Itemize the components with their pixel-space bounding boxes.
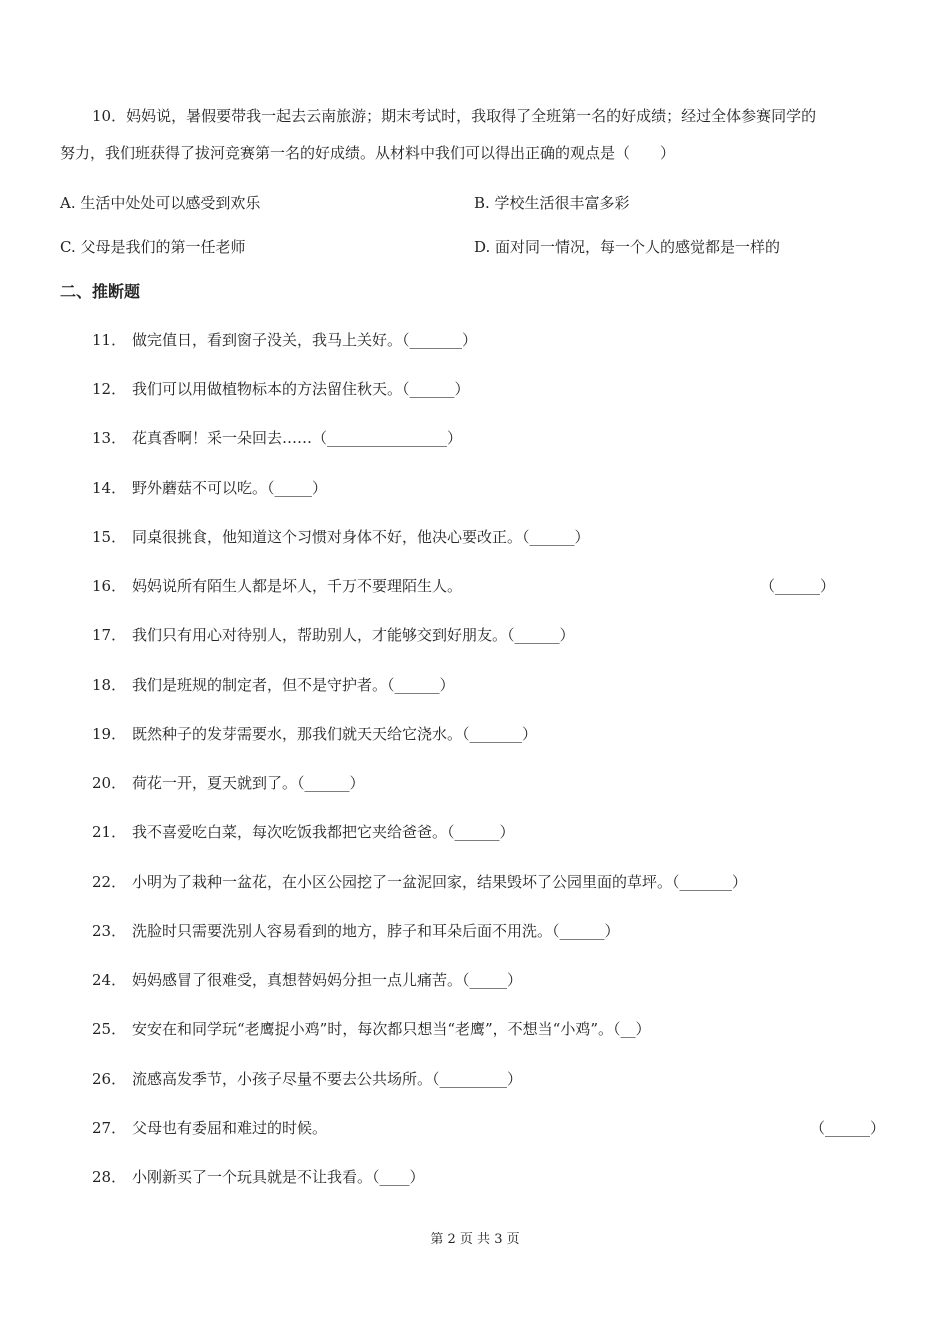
question-text: 洗脸时只需要洗别人容易看到的地方，脖子和耳朵后面不用洗。（______） (132, 922, 620, 940)
question-number: 28． (92, 1168, 127, 1186)
page-footer: 第 2 页 共 3 页 (430, 1232, 520, 1247)
question-item (92, 675, 455, 695)
question-text: 小明为了栽种一盆花，在小区公园挖了一盆泥回家，结果毁坏了公园里面的草坪。（_______） (132, 873, 748, 891)
question-item (92, 921, 620, 941)
question-number: 11． (92, 331, 127, 349)
question-10 (60, 98, 900, 172)
question-item (92, 1118, 327, 1138)
question-text: 安安在和同学玩“老鹰捉小鸡”时，每次都只想当“老鹰”，不想当“小鸡”。（__） (132, 1020, 651, 1038)
question-text: 同桌很挑食，他知道这个习惯对身体不好，他决心要改正。（______） (132, 528, 590, 546)
question-number: 25． (92, 1020, 127, 1038)
option-b: B. 学校生活很丰富多彩 (474, 194, 630, 212)
question-text: 我们可以用做植物标本的方法留住秋天。（______） (132, 380, 470, 398)
question-text: 父母也有委屈和难过的时候。 (132, 1119, 328, 1137)
question-number: 19． (92, 725, 127, 743)
question-item (92, 872, 747, 892)
question-item (92, 1167, 425, 1187)
question-item (92, 478, 327, 498)
question-text: 流感高发季节，小孩子尽量不要去公共场所。（_________） (132, 1070, 523, 1088)
question-text: 我不喜爱吃白菜，每次吃饭我都把它夹给爸爸。（______） (132, 823, 515, 841)
question-text: 做完值日，看到窗子没关，我马上关好。（_______） (132, 331, 478, 349)
question-text: 我们是班规的制定者，但不是守护者。（______） (132, 676, 455, 694)
question-number: 26． (92, 1070, 127, 1088)
question-item (92, 773, 365, 793)
question-number: 18． (92, 676, 127, 694)
question-10-line-1: 10．妈妈说，暑假要带我一起去云南旅游；期末考试时，我取得了全班第一名的好成绩；经过全体参赛同学的 (92, 107, 817, 125)
question-item (92, 527, 590, 547)
answer-blank: （______） (760, 577, 836, 595)
question-number: 14． (92, 479, 127, 497)
question-number: 15． (92, 528, 127, 546)
question-text: 妈妈感冒了很难受，真想替妈妈分担一点儿痛苦。（_____） (132, 971, 523, 989)
question-number: 13． (92, 429, 127, 447)
question-item (92, 428, 462, 448)
question-item (92, 379, 470, 399)
option-a: A. 生活中处处可以感受到欢乐 (60, 194, 261, 212)
question-item (92, 330, 477, 350)
option-d: D. 面对同一情况，每一个人的感觉都是一样的 (474, 238, 781, 256)
option-c: C. 父母是我们的第一任老师 (60, 238, 246, 256)
question-number: 16． (92, 577, 127, 595)
question-number: 22． (92, 873, 127, 891)
question-number: 12． (92, 380, 127, 398)
question-text: 野外蘑菇不可以吃。（_____） (132, 479, 328, 497)
question-item (92, 1019, 651, 1039)
question-number: 20． (92, 774, 127, 792)
question-text: 荷花一开，夏天就到了。（______） (132, 774, 365, 792)
question-number: 23． (92, 922, 127, 940)
question-item (92, 1069, 522, 1089)
question-text: 我们只有用心对待别人，帮助别人，才能够交到好朋友。（______） (132, 626, 575, 644)
question-number: 27． (92, 1119, 127, 1137)
answer-blank: （______） (810, 1119, 886, 1137)
question-10-line-2: 努力，我们班获得了拔河竞赛第一名的好成绩。从材料中我们可以得出正确的观点是（ ） (60, 144, 676, 162)
question-text: 妈妈说所有陌生人都是坏人，千万不要理陌生人。 (132, 577, 463, 595)
question-item (92, 724, 537, 744)
question-text: 小刚新买了一个玩具就是不让我看。（____） (132, 1168, 425, 1186)
question-item (92, 822, 515, 842)
question-text: 既然种子的发芽需要水，那我们就天天给它浇水。（_______） (132, 725, 538, 743)
question-number: 17． (92, 626, 127, 644)
question-item (92, 576, 462, 596)
question-item (92, 970, 522, 990)
question-number: 21． (92, 823, 127, 841)
question-number: 24． (92, 971, 127, 989)
question-text: 花真香啊！采一朵回去……（________________） (132, 429, 463, 447)
question-item (92, 625, 575, 645)
section-title: 二、推断题 (60, 282, 141, 301)
